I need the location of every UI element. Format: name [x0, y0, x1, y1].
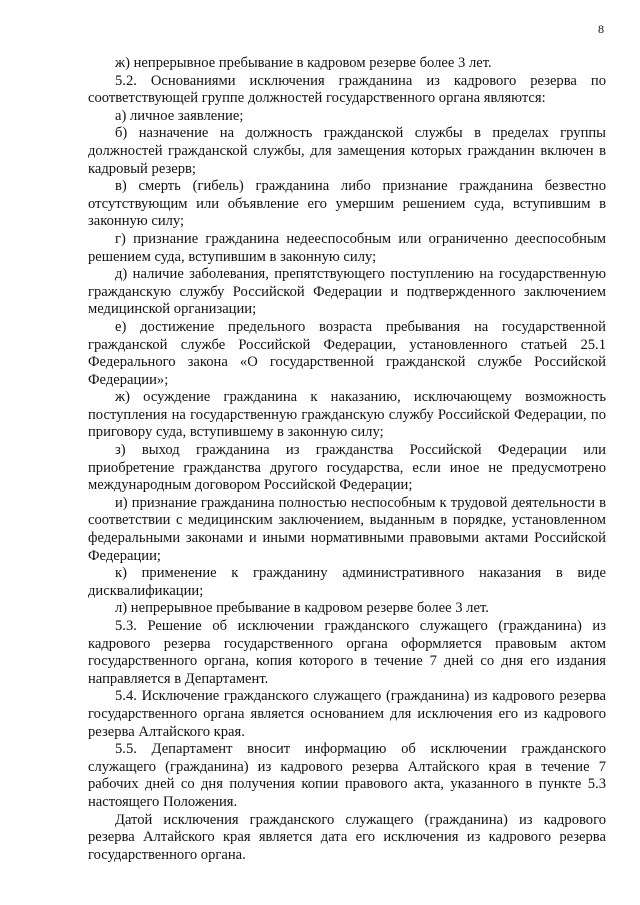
paragraph-zh: ж) осуждение гражданина к наказанию, исключающему возможность поступления на государственную гражданскую службу Российской Федерации, по приговору суда, вступившему в законную силу; [88, 389, 606, 441]
paragraph-i: и) признание гражданина полностью неспособным к трудовой деятельности в соответствии с медицинским заключением, выданным в порядке, установленном федеральными законами и иными нормативными правовыми актами Российской Федерации; [88, 494, 606, 564]
paragraph-v: в) смерть (гибель) гражданина либо признание гражданина безвестно отсутствующим или объявление его умершим решением суда, вступившим в законную силу; [88, 178, 606, 230]
paragraph-g: г) признание гражданина недееспособным или ограниченно дееспособным решением суда, вступившим в законную силу; [88, 230, 606, 265]
paragraph-5-3: 5.3. Решение об исключении гражданского служащего (гражданина) из кадрового резерва государственного органа оформляется правовым актом государственного органа, копия которого в течение 7 дней со дня его издания направляется в Департамент. [88, 618, 606, 687]
paragraph-5-2: 5.2. Основаниями исключения гражданина из кадрового резерва по соответствующей группе должностей государственного органа являются: [88, 72, 606, 107]
paragraph-5-4: 5.4. Исключение гражданского служащего (гражданина) из кадрового резерва государственного органа является основанием для исключения его из кадрового резерва Алтайского края. [88, 688, 606, 740]
page-number: 8 [598, 22, 604, 36]
paragraph-l: л) непрерывное пребывание в кадровом резерве более 3 лет. [115, 600, 489, 617]
paragraph-e: е) достижение предельного возраста пребывания на государственной гражданской службе Российской Федерации, установленного статьей 25.1 Федерального закона «О государственной гражданской службе Российской Федерации»; [88, 318, 606, 388]
paragraph-a: а) личное заявление; [115, 107, 244, 124]
paragraph-5-5: 5.5. Департамент вносит информацию об исключении гражданского служащего (гражданина) из кадрового резерва Алтайского края в течение 7 рабочих дней со дня получения копии правового акта, указанного в пункте 5.3 настоящего Положения. [88, 741, 606, 810]
paragraph-z: з) выход гражданина из гражданства Российской Федерации или приобретение гражданства другого государства, если иное не предусмотрено международным договором Российской Федерации; [88, 442, 606, 494]
paragraph-k: к) применение к гражданину административного наказания в виде дисквалификации; [88, 565, 606, 599]
paragraph-d: д) наличие заболевания, препятствующего поступлению на государственную гражданскую службу Российской Федерации и подтвержденного заключением медицинской организации; [88, 266, 606, 318]
paragraph-zh-continuous-reserve: ж) непрерывное пребывание в кадровом резерве более 3 лет. [115, 55, 492, 71]
document-body [88, 55, 606, 864]
paragraph-exclusion-date: Датой исключения гражданского служащего (гражданина) из кадрового резерва Алтайского края является дата его исключения из кадрового резерва государственного органа. [88, 811, 606, 863]
paragraph-b: б) назначение на должность гражданской службы в пределах группы должностей гражданской службы, для замещения которых гражданин включен в кадровый резерв; [88, 125, 606, 177]
